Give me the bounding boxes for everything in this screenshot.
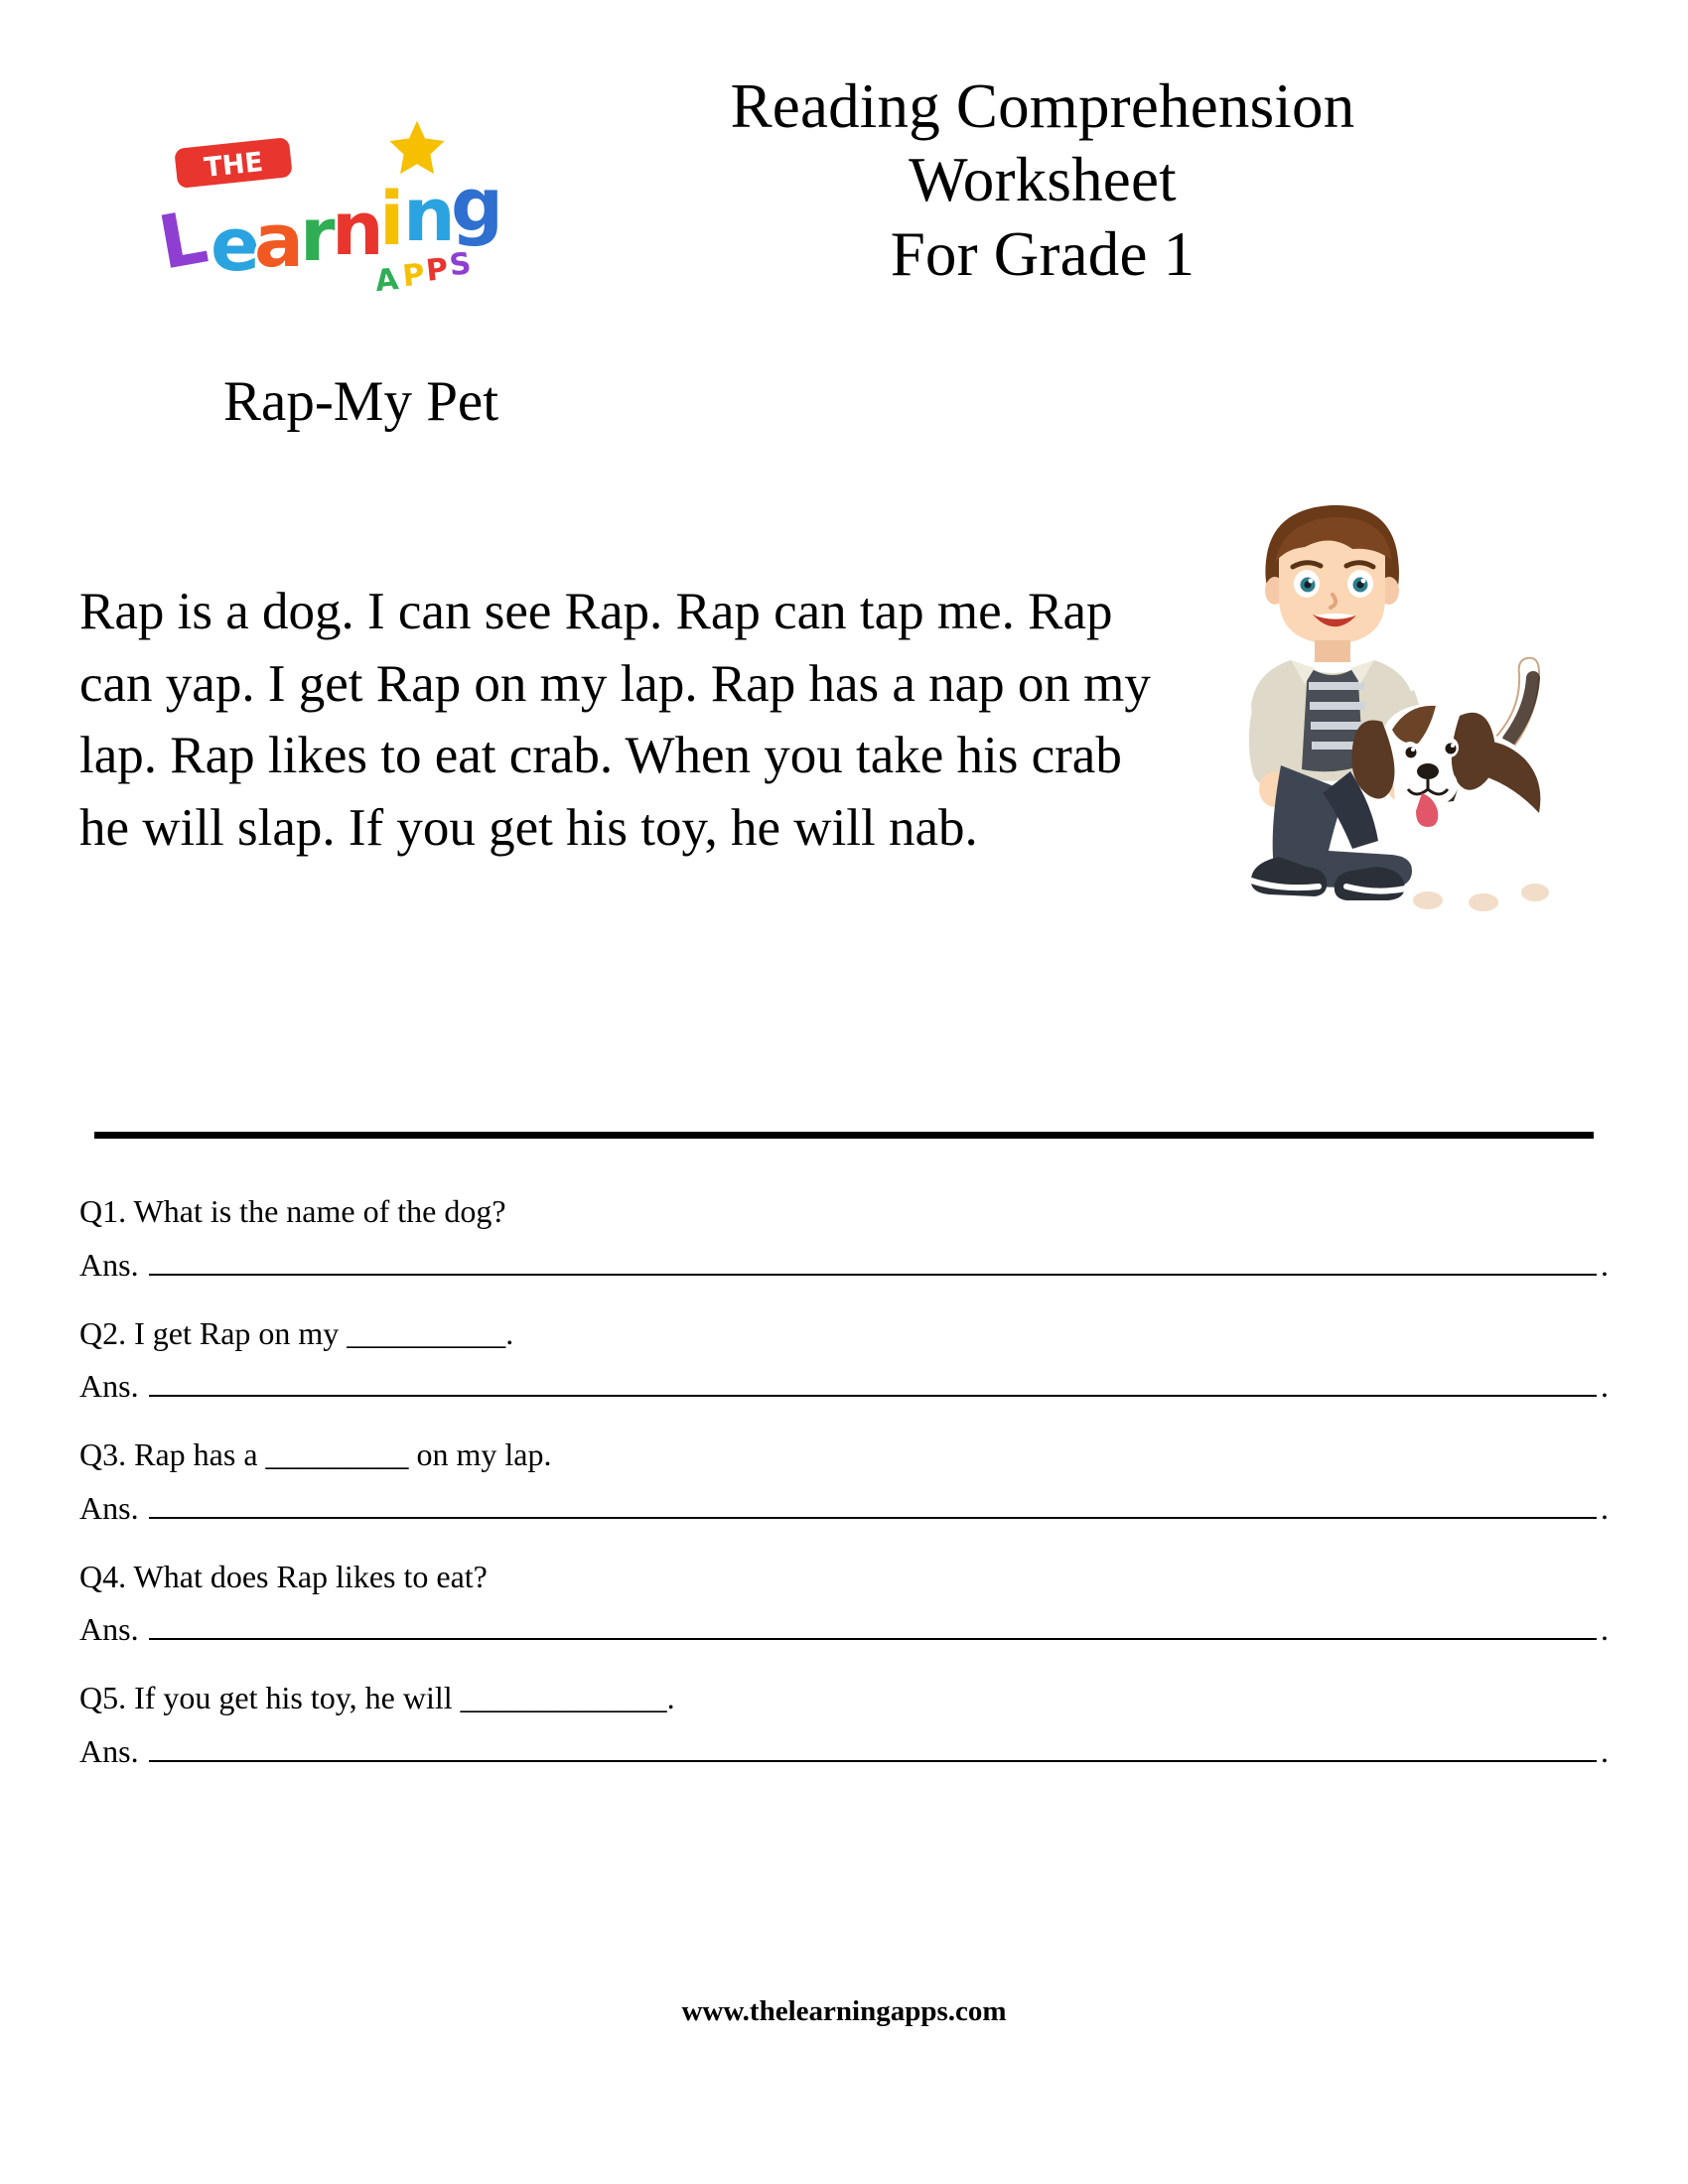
section-divider [94,1132,1594,1139]
answer-row-1 [79,1247,1609,1284]
question-item-5 [79,1678,1609,1770]
the-learning-apps-logo [119,89,546,323]
footer-website[interactable]: www.thelearningapps.com [681,1995,1007,2027]
svg-text:a: a [254,199,304,284]
answer-input-4[interactable] [149,1616,1597,1640]
page-title [596,69,1489,291]
svg-text:P: P [424,251,450,289]
answer-row-2 [79,1368,1609,1405]
worksheet-subtitle: Rap-My Pet [223,370,499,433]
question-item-4 [79,1557,1609,1649]
answer-period-5: . [1601,1732,1609,1769]
answer-row-3 [79,1490,1609,1527]
svg-text:A: A [373,262,400,300]
answer-label-5: Ans. [79,1732,139,1769]
answer-period-3: . [1601,1489,1609,1526]
questions-section [79,1191,1609,1800]
title-line-3: For Grade 1 [890,218,1196,289]
question-item-3 [79,1434,1609,1527]
question-text-4: Q4. What does Rap likes to eat? [79,1558,488,1594]
question-text-5: Q5. If you get his toy, he will _____________. [79,1680,675,1716]
answer-label-3: Ans. [79,1489,139,1526]
title-line-2: Worksheet [909,145,1177,215]
boy-with-dog-illustration [1172,491,1559,1008]
question-item-2 [79,1313,1609,1406]
worksheet-header [0,69,1688,367]
answer-period-1: . [1601,1246,1609,1283]
answer-period-2: . [1601,1368,1609,1405]
question-text-2: Q2. I get Rap on my __________. [79,1314,514,1351]
svg-text:n: n [403,173,456,258]
answer-label-1: Ans. [79,1246,139,1283]
title-line-1: Reading Comprehension [730,71,1355,141]
svg-text:g: g [451,163,503,248]
question-text-1: Q1. What is the name of the dog? [79,1193,506,1229]
answer-row-5 [79,1733,1609,1770]
svg-text:n: n [332,187,384,272]
svg-text:S: S [447,246,474,284]
svg-text:P: P [400,257,427,295]
answer-input-1[interactable] [149,1252,1597,1276]
reading-passage: Rap is a dog. I can see Rap. Rap can tap me. Rap can yap. I get Rap on my lap. Rap has a nap on my lap. Rap likes to eat crab. When you take his crab he will slap. If you get his toy, he will nab. [79,583,1151,857]
question-item-1 [79,1191,1609,1284]
answer-row-4 [79,1611,1609,1648]
answer-label-4: Ans. [79,1611,139,1648]
question-text-3: Q3. Rap has a _________ on my lap. [79,1436,552,1473]
svg-text:r: r [300,193,337,278]
svg-text:i: i [379,177,405,262]
answer-period-4: . [1601,1611,1609,1648]
answer-label-2: Ans. [79,1368,139,1405]
svg-text:e: e [211,203,261,288]
answer-input-2[interactable] [149,1373,1597,1397]
svg-text:L: L [152,194,213,287]
svg-text:THE: THE [203,146,265,185]
answer-input-5[interactable] [149,1738,1597,1762]
answer-input-3[interactable] [149,1495,1597,1519]
